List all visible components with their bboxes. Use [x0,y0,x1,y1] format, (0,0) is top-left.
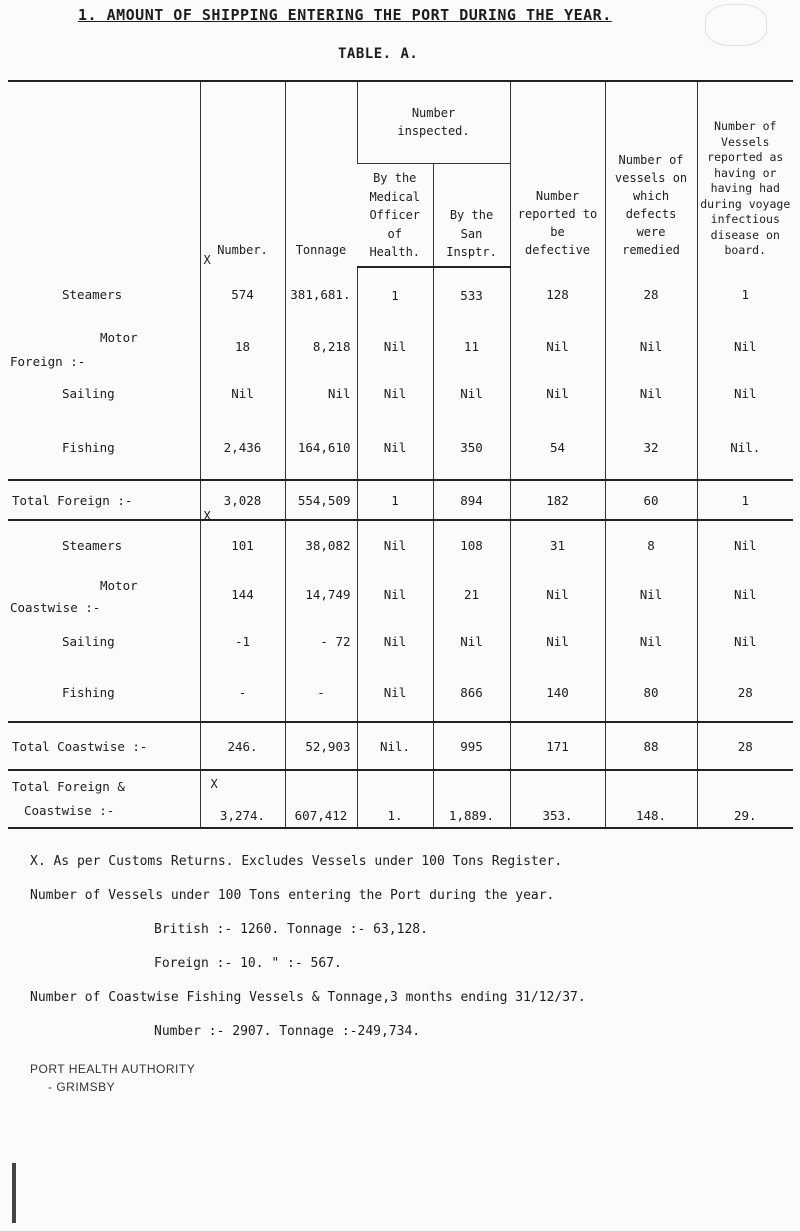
row-label: Fishing [62,440,115,455]
cell-san: 1,889. [433,770,510,828]
row-label: Total Coastwise :- [8,722,200,770]
cell-san: 533 [433,267,510,322]
cell-defective: 140 [510,664,605,722]
header-tonnage: Tonnage [285,81,357,267]
cell-number: 3,274. [219,808,266,823]
cell-tonnage: 52,903 [285,722,357,770]
cell-moh: Nil [357,370,433,416]
cell-tonnage: 164,610 [285,416,357,480]
page-number-mark [705,4,767,46]
cell-san: 894 [433,480,510,520]
row-label-line2: Coastwise :- [24,803,115,818]
table-row [8,370,793,416]
authority-stamp-line2: - GRIMSBY [48,1080,116,1094]
cell-tonnage: 14,749 [285,570,357,618]
cell-tonnage: - 72 [285,618,357,664]
cell-tonnage: 554,509 [285,480,357,520]
cell-san: 21 [433,570,510,618]
authority-stamp-line1: PORT HEALTH AUTHORITY [30,1062,196,1076]
cell-remedied: 32 [605,416,697,480]
row-label: Motor [100,577,138,593]
cell-defective: Nil [510,570,605,618]
table-row [8,416,793,480]
cell-number: 246. [200,722,285,770]
cell-remedied: 28 [605,267,697,322]
row-label: Steamers [62,538,123,553]
cell-moh: Nil. [357,722,433,770]
cell-remedied: 88 [605,722,697,770]
cell-moh: 1 [357,480,433,520]
page-heading: 1. AMOUNT OF SHIPPING ENTERING THE PORT DURING THE YEAR. [78,6,612,24]
cell-remedied: 80 [605,664,697,722]
cell-infectious: Nil. [697,416,793,480]
cell-san: 995 [433,722,510,770]
cell-san: 350 [433,416,510,480]
customs-mark: X [203,253,211,267]
table-row [8,618,793,664]
cell-moh: Nil [357,664,433,722]
total-row [8,480,793,520]
cell-number: -1 [200,618,285,664]
cell-defective: Nil [510,322,605,370]
cell-infectious: 29. [697,770,793,828]
row-label-line1: Total Foreign & [12,779,125,795]
row-label: Sailing [62,385,115,401]
cell-san: 866 [433,664,510,722]
header-by-sanitary-inspector: By the San Insptr. [433,163,510,267]
customs-mark: X [203,509,211,523]
cell-moh: Nil [357,618,433,664]
cell-defective: Nil [510,618,605,664]
cell-moh: 1 [357,267,433,322]
cell-remedied: Nil [605,570,697,618]
cell-infectious: Nil [697,618,793,664]
total-row [8,722,793,770]
cell-defective: 171 [510,722,605,770]
cell-infectious: Nil [697,570,793,618]
footnote-coastwise-fishing: Number of Coastwise Fishing Vessels & Tonnage,3 months ending 31/12/37. [30,990,586,1005]
cell-tonnage: 38,082 [285,520,357,570]
header-number: Number. [200,81,285,267]
cell-defective: Nil [510,370,605,416]
row-label: Steamers [62,287,123,302]
cell-infectious: 1 [697,480,793,520]
cell-infectious: 1 [697,267,793,322]
cell-moh: 1. [357,770,433,828]
table-row [8,520,793,570]
table-row [8,664,793,722]
table-row [8,570,793,618]
cell-number: - [200,664,285,722]
grand-total-row [8,770,793,828]
cell-defective: 182 [510,480,605,520]
cell-number: 101 [231,538,254,553]
header-reported-defective: Number reported to be defective [510,81,605,267]
cell-tonnage: 381,681. [285,267,357,322]
cell-number: 144 [200,570,285,618]
header-defects-remedied: Number of vessels on which defects were remedied [605,81,697,267]
cell-number: 18 [200,322,285,370]
cell-moh: Nil [357,520,433,570]
cell-defective: 31 [510,520,605,570]
table-row [8,322,793,370]
cell-remedied: Nil [605,322,697,370]
cell-remedied: Nil [605,618,697,664]
footnote-coastwise-totals: Number :- 2907. Tonnage :-249,734. [154,1024,421,1039]
group-label-foreign: Foreign :- [10,354,86,369]
cell-remedied: Nil [605,370,697,416]
table-row [8,267,793,322]
row-label: Total Foreign :- [8,480,200,520]
cell-infectious: 28 [697,664,793,722]
cell-infectious: Nil [697,322,793,370]
footnote-under-100: Number of Vessels under 100 Tons entering the Port during the year. [30,888,555,903]
group-label-coastwise: Coastwise :- [10,600,101,615]
cell-number: 3,028 [200,480,285,520]
scan-edge-mark [12,1163,16,1223]
cell-remedied: 8 [605,520,697,570]
customs-mark: X [210,777,218,791]
cell-defective: 353. [510,770,605,828]
cell-san: 11 [433,322,510,370]
cell-defective: 54 [510,416,605,480]
shipping-table [8,80,793,829]
cell-number: Nil [200,370,285,416]
cell-defective: 128 [510,267,605,322]
table-title: TABLE. A. [338,46,419,62]
cell-tonnage: 607,412 [285,770,357,828]
cell-remedied: 60 [605,480,697,520]
cell-san: Nil [433,618,510,664]
cell-tonnage: - [285,664,357,722]
cell-moh: Nil [357,570,433,618]
cell-moh: Nil [357,416,433,480]
cell-infectious: Nil [697,520,793,570]
row-label: Sailing [62,633,115,649]
cell-remedied: 148. [605,770,697,828]
cell-san: Nil [433,370,510,416]
cell-tonnage: Nil [285,370,357,416]
header-infectious-disease: Number of Vessels reported as having or having had during voyage infectious disease on board. [697,81,793,267]
footnote-british: British :- 1260. Tonnage :- 63,128. [154,922,428,937]
footnote-foreign: Foreign :- 10. " :- 567. [154,956,342,971]
cell-san: 108 [433,520,510,570]
cell-moh: Nil [357,322,433,370]
row-label: Fishing [62,685,115,700]
header-by-medical-officer: By the Medical Officer of Health. [357,163,433,267]
cell-tonnage: 8,218 [285,322,357,370]
cell-infectious: 28 [697,722,793,770]
cell-number: 2,436 [200,416,285,480]
cell-infectious: Nil [697,370,793,416]
header-row-top [8,81,793,163]
header-inspected: Number inspected. [357,81,510,163]
footnote-customs: X. As per Customs Returns. Excludes Vessels under 100 Tons Register. [30,854,563,869]
cell-number: 574 [231,287,254,302]
row-label: Motor [100,329,138,345]
